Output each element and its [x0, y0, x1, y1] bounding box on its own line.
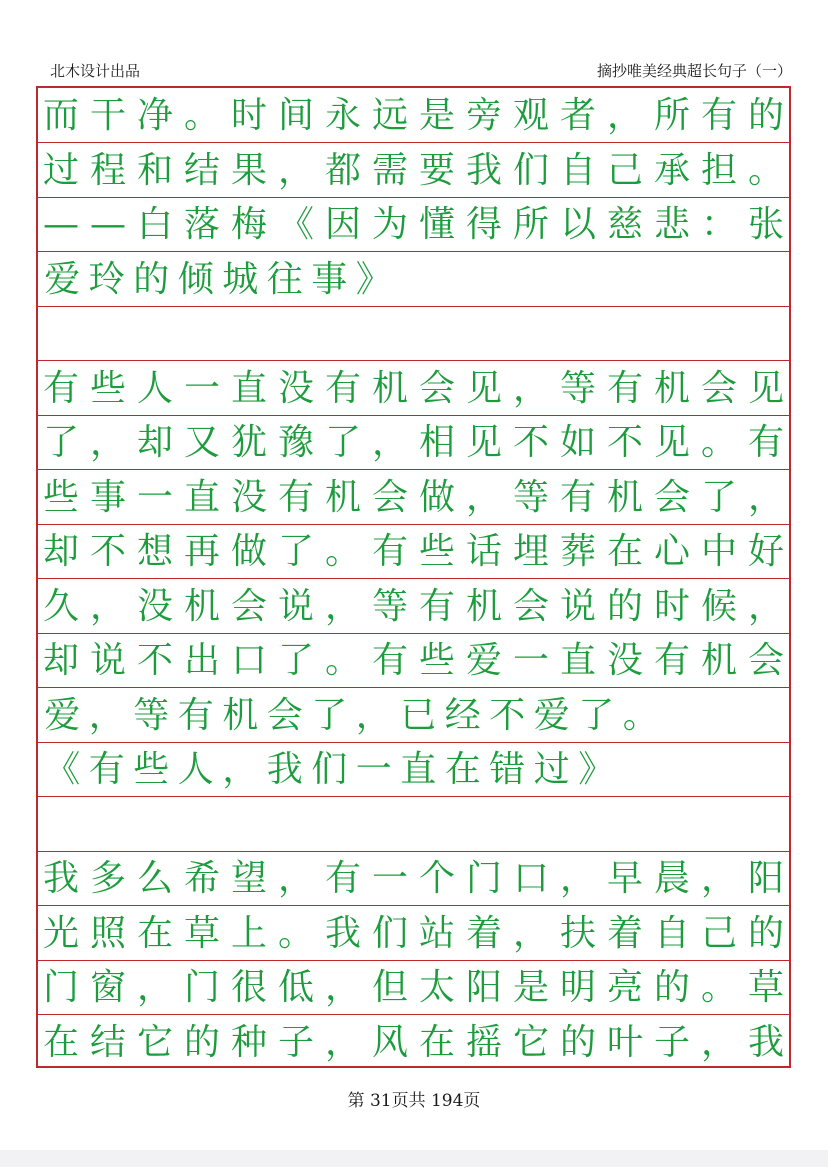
writing-row — [38, 797, 789, 852]
handwritten-line: 久 ， 没 机 会 说 ， 等 有 机 会 说 的 时 候 ， — [42, 585, 784, 627]
writing-row — [38, 579, 789, 634]
writing-row — [38, 415, 789, 470]
writing-row — [38, 633, 789, 688]
handwritten-line: 却 不 想 再 做 了 。 有 些 话 埋 葬 在 心 中 好 — [42, 531, 784, 572]
writing-row — [38, 906, 789, 961]
writing-row — [38, 252, 789, 307]
handwritten-line: 爱 玲 的 倾 城 往 事 》 — [44, 258, 392, 300]
writing-grid — [36, 86, 791, 1068]
handwritten-line: 光 照 在 草 上 。 我 们 站 着 ， 扶 着 自 己 的 — [42, 912, 784, 954]
writing-row — [38, 851, 789, 906]
page-number: 第 31页共 194页 — [347, 1091, 481, 1111]
handwritten-line: 了 ， 却 又 犹 豫 了 ， 相 见 不 如 不 见 。 有 — [42, 422, 784, 463]
writing-row — [38, 524, 789, 579]
handwritten-line: 我 多 么 希 望 ， 有 一 个 门 口 ， 早 晨 ， 阳 — [42, 858, 784, 899]
header-brand: 北木设计出品 — [50, 62, 141, 80]
header-title: 摘抄唯美经典超长句子（一） — [596, 62, 792, 80]
writing-row — [38, 1015, 789, 1070]
writing-row — [38, 88, 789, 143]
handwritten-line: — — 白 落 梅 《 因 为 懂 得 所 以 慈 悲 ： 张 — [43, 204, 784, 245]
writing-row — [38, 197, 789, 252]
handwritten-line: 有 些 人 一 直 没 有 机 会 见 ， 等 有 机 会 见 — [42, 367, 784, 409]
handwritten-line — [40, 801, 787, 849]
handwritten-line: 《 有 些 人 ， 我 们 一 直 在 错 过 》 — [44, 749, 615, 790]
writing-row — [38, 361, 789, 416]
handwritten-line: 却 说 不 出 口 了 。 有 些 爱 一 直 没 有 机 会 — [42, 640, 784, 681]
writing-row — [38, 306, 789, 361]
handwritten-line: 爱 ， 等 有 机 会 了 ， 已 经 不 爱 了 。 — [44, 694, 659, 736]
handwritten-line: 过 程 和 结 果 ， 都 需 要 我 们 自 己 承 担 。 — [42, 149, 784, 191]
handwritten-line: 门 窗 ， 门 很 低 ， 但 太 阳 是 明 亮 的 。 草 — [42, 967, 784, 1008]
handwritten-line: 在 结 它 的 种 子 ， 风 在 摇 它 的 叶 子 ， 我 — [42, 1021, 784, 1063]
handwritten-line: 而 干 净 。 时 间 永 远 是 旁 观 者 ， 所 有 的 — [42, 95, 784, 136]
handwritten-line — [40, 310, 787, 358]
writing-row — [38, 742, 789, 797]
handwritten-line: 些 事 一 直 没 有 机 会 做 ， 等 有 机 会 了 ， — [42, 476, 784, 518]
writing-row — [38, 143, 789, 198]
writing-row — [38, 688, 789, 743]
writing-row — [38, 960, 789, 1015]
writing-row — [38, 470, 789, 525]
